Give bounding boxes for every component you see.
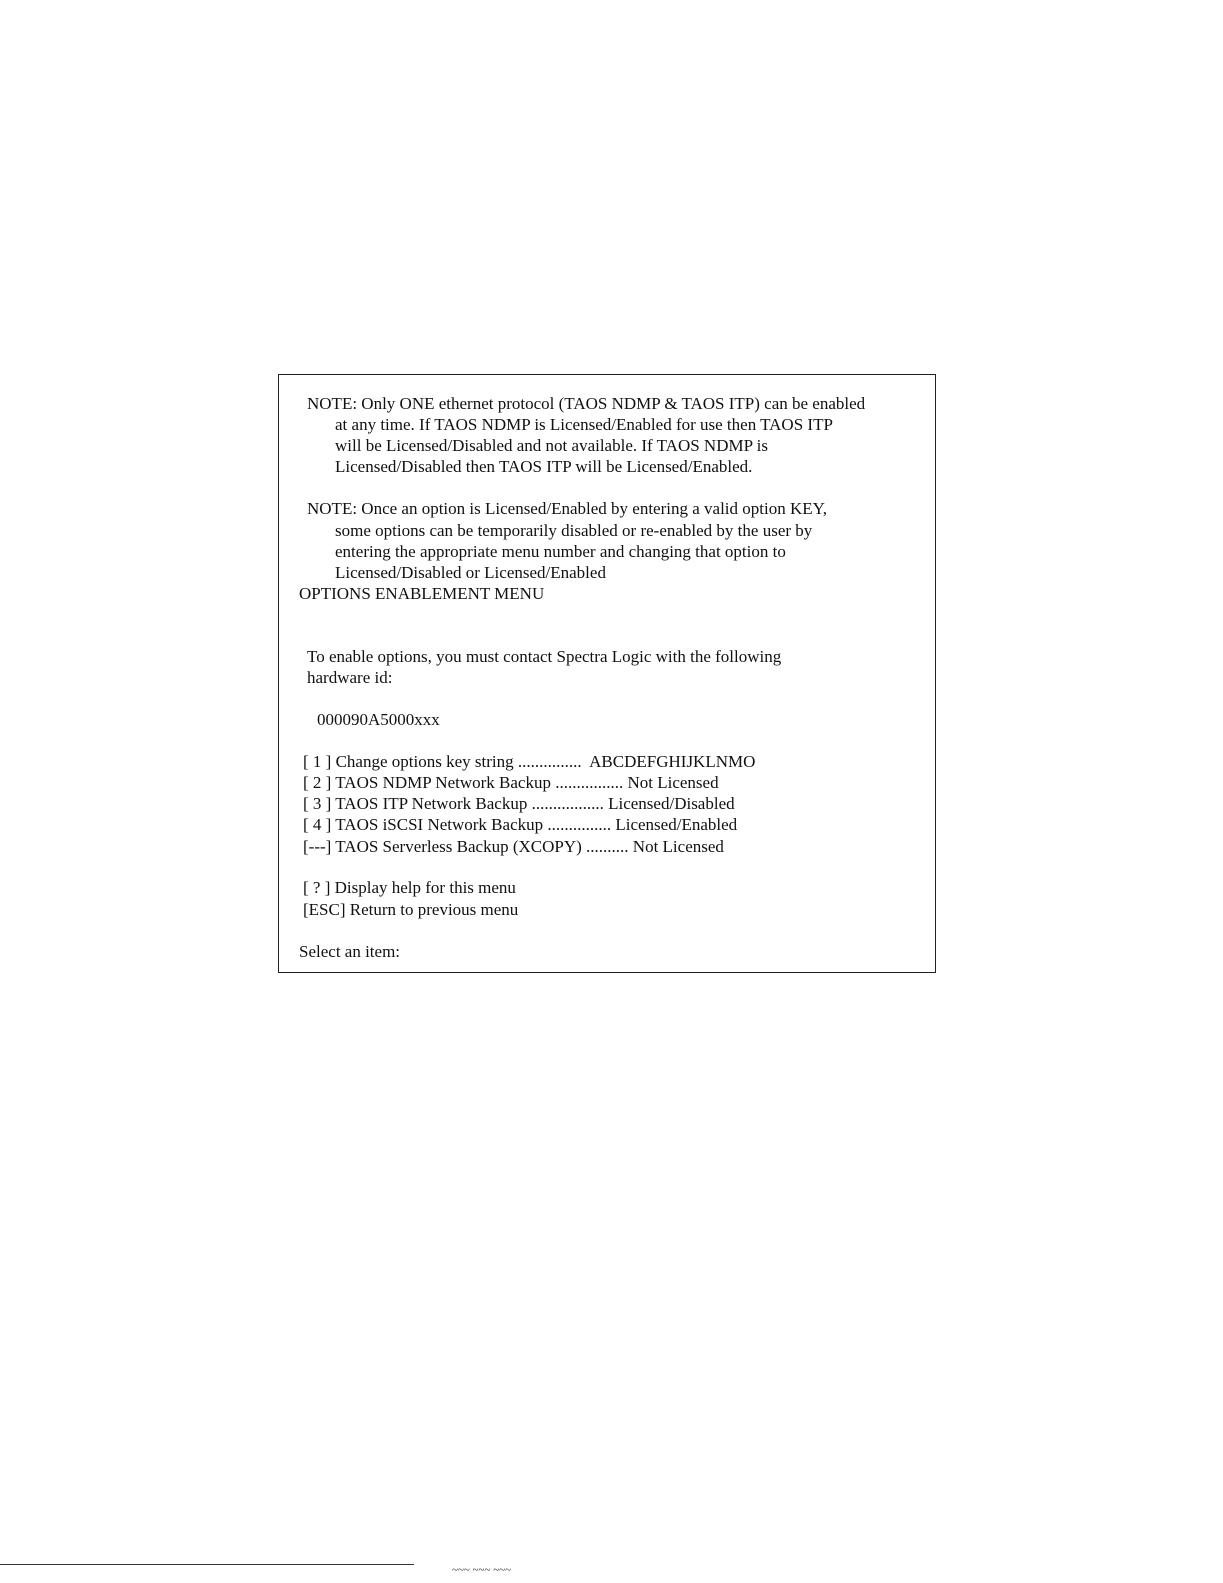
- menu-item-key: [ 2 ]: [303, 773, 332, 792]
- options-menu-screen: [278, 374, 936, 973]
- menu-item-label: TAOS ITP Network Backup: [335, 794, 528, 813]
- menu-item-itp[interactable]: [303, 793, 735, 814]
- menu-item-leader: ................: [555, 773, 624, 792]
- menu-item-ndmp[interactable]: [303, 772, 719, 793]
- menu-item-label: TAOS iSCSI Network Backup: [335, 815, 544, 834]
- menu-item-key: [ 4 ]: [303, 815, 332, 834]
- menu-item-label: TAOS Serverless Backup (XCOPY): [335, 837, 582, 856]
- menu-item-value: ABCDEFGHIJKLNMO: [589, 752, 756, 771]
- note2-line3: entering the appropriate menu number and changing that option to: [335, 542, 786, 561]
- note1-line4: Licensed/Disabled then TAOS ITP will be Licensed/Enabled.: [335, 457, 753, 476]
- select-prompt[interactable]: Select an item:: [299, 942, 401, 961]
- note1-line2: at any time. If TAOS NDMP is Licensed/Enabled for use then TAOS ITP: [335, 415, 833, 434]
- note1-line1: NOTE: Only ONE ethernet protocol (TAOS NDMP & TAOS ITP) can be enabled: [307, 394, 866, 413]
- menu-item-value: Not Licensed: [632, 837, 724, 856]
- menu-item-leader: .................: [531, 794, 604, 813]
- menu-item-label: Change options key string: [335, 752, 514, 771]
- menu-item-value: Licensed/Enabled: [615, 815, 738, 834]
- clipped-footer-text: ~~~ ~~~ ~~~: [452, 1564, 512, 1571]
- menu-item-leader: ...............: [547, 815, 612, 834]
- note2-line1: NOTE: Once an option is Licensed/Enabled by entering a valid option KEY,: [307, 499, 827, 518]
- hardware-id: 000090A5000xxx: [317, 710, 440, 729]
- menu-item-leader: ..........: [586, 837, 629, 856]
- menu-item-key: [ 1 ]: [303, 752, 332, 771]
- menu-item-xcopy: [303, 836, 724, 857]
- menu-item-key: [---]: [303, 837, 332, 856]
- note2-line2: some options can be temporarily disabled or re-enabled by the user by: [335, 521, 813, 540]
- note2-line4: Licensed/Disabled or Licensed/Enabled: [335, 563, 606, 582]
- instructions-line2: hardware id:: [307, 668, 393, 687]
- menu-item-change-key[interactable]: [303, 751, 755, 772]
- menu-item-leader: ...............: [517, 752, 582, 771]
- menu-item-value: Licensed/Disabled: [608, 794, 735, 813]
- menu-item-value: Not Licensed: [627, 773, 719, 792]
- footnote-divider: [0, 1564, 414, 1565]
- menu-item-iscsi[interactable]: [303, 814, 737, 835]
- menu-title: OPTIONS ENABLEMENT MENU: [299, 584, 545, 603]
- menu-item-label: TAOS NDMP Network Backup: [335, 773, 551, 792]
- menu-item-help[interactable]: [ ? ] Display help for this menu: [303, 878, 516, 897]
- instructions-line1: To enable options, you must contact Spectra Logic with the following: [307, 647, 782, 666]
- menu-item-key: [ 3 ]: [303, 794, 332, 813]
- menu-item-escape[interactable]: [ESC] Return to previous menu: [303, 900, 519, 919]
- note1-line3: will be Licensed/Disabled and not available. If TAOS NDMP is: [335, 436, 769, 455]
